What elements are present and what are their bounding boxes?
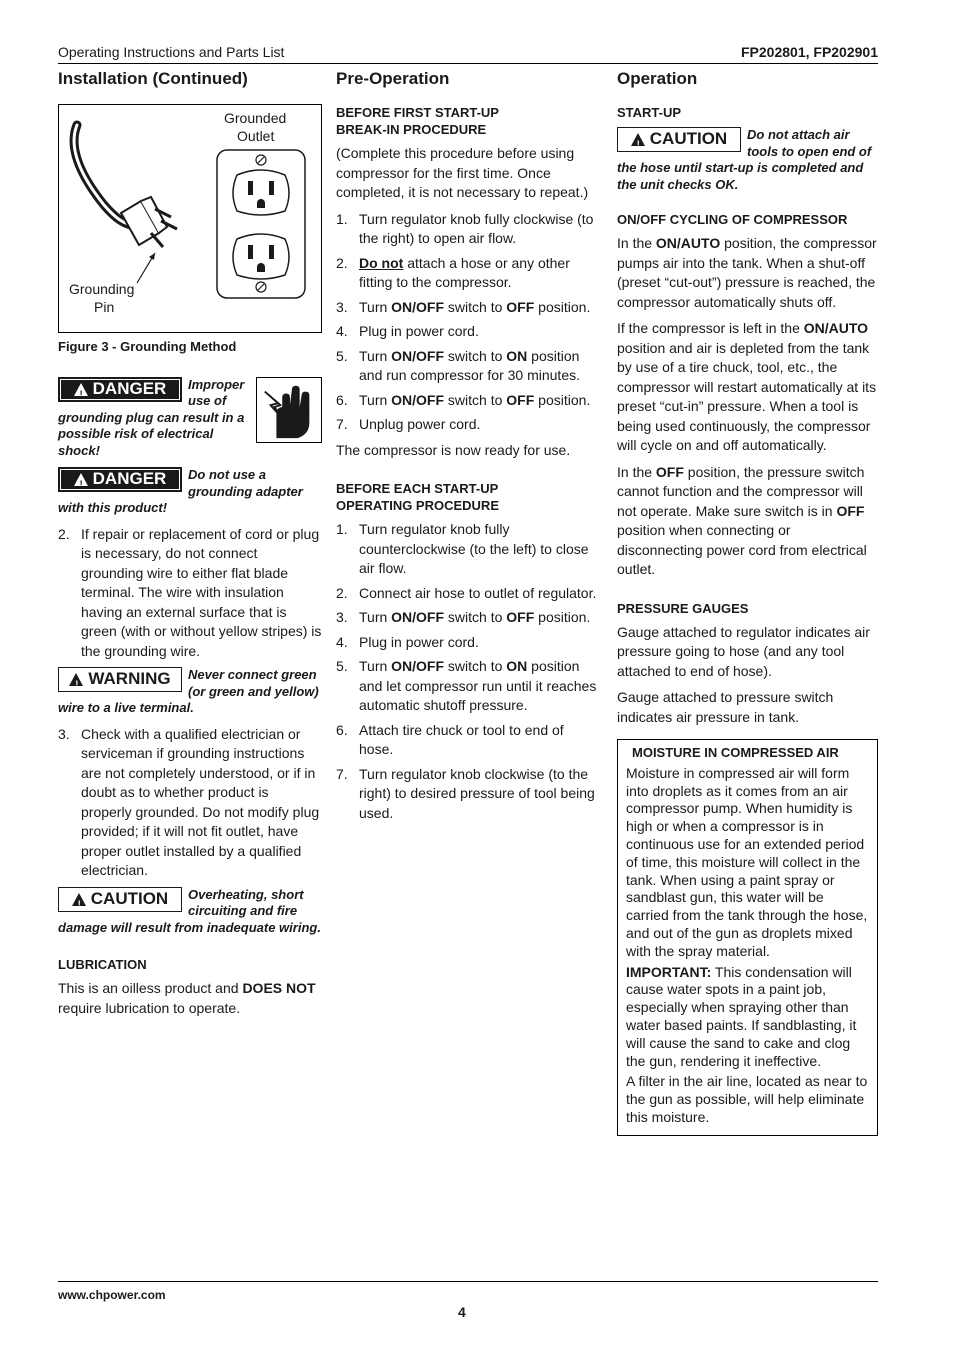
page-footer — [58, 1281, 878, 1320]
installation-list-b — [58, 725, 322, 881]
gauges-p1: Gauge attached to regulator indicates air pressure going to hose (and any tool attached to end of hose). — [617, 623, 870, 679]
grounding-figure — [58, 104, 322, 333]
list-item: 2. Connect air hose to outlet of regulator. — [336, 584, 597, 601]
caution-notice-2 — [617, 127, 878, 193]
warning-text: Never connect green (or green and yellow) wire to a live terminal. — [58, 667, 319, 715]
break-in-intro: (Complete this procedure before using compressor for the first time. Once completed, it is not necessary to repeat.) — [336, 145, 589, 200]
danger-badge-2: ! DANGER — [58, 467, 182, 492]
alert-triangle-icon: ! — [74, 473, 88, 486]
list-item: 4. Plug in power cord. — [336, 633, 479, 650]
moisture-p3: A filter in the air line, located as near to the gun as possible, will help eliminate this moisture. — [626, 1073, 868, 1125]
caution-badge-1: ! CAUTION — [58, 887, 182, 912]
model-numbers: FP202801, FP202901 — [741, 44, 878, 60]
ready-text: The compressor is now ready for use. — [336, 441, 571, 458]
list-item: 3. Check with a qualified electrician or serviceman if grounding instructions are not completely understood, or if in doubt as to whether product is properly grounded. Do not modify plug provided; if it will not fit outlet, have proper outlet installed by a qualified electrician. — [58, 725, 320, 878]
break-in-title: BEFORE FIRST START-UP BREAK-IN PROCEDURE — [336, 105, 499, 137]
moisture-box — [617, 739, 878, 1136]
label-outlet: Outlet — [237, 128, 275, 144]
danger-text-1: Improper use of grounding plug can result in a possible risk of electrical shock! — [58, 376, 245, 458]
list-item: 6. Turn ON/OFF switch to OFF position. — [336, 391, 591, 408]
list-item: 4. Plug in power cord. — [336, 323, 479, 339]
electric-shock-icon — [256, 377, 322, 443]
list-item: 3. Turn ON/OFF switch to OFF position. — [336, 298, 591, 315]
section-title-installation: Installation (Continued) — [58, 69, 248, 88]
list-item: 5. Turn ON/OFF switch to ON position and let compressor run until it reaches automatic shutoff pressure. — [336, 658, 597, 713]
danger-notice-1 — [58, 377, 322, 460]
cycling-title: ON/OFF CYCLING OF COMPRESSOR — [617, 212, 848, 227]
list-item: 6. Attach tire chuck or tool to end of hose. — [336, 721, 564, 757]
figure-caption: Figure 3 - Grounding Method — [58, 339, 237, 354]
moisture-p2: IMPORTANT: This condensation will cause water spots in a paint job, especially when spraying other than water based paints. If sandblasting, it will cause the sand to cake and clog the gun, rendering it ineffective. — [626, 963, 857, 1069]
moisture-title: MOISTURE IN COMPRESSED AIR — [632, 745, 839, 760]
lubrication-text: This is an oilless product and DOES NOT require lubrication to operate. — [58, 980, 316, 1016]
operating-steps — [336, 520, 598, 823]
list-item: 5. Turn ON/OFF switch to ON position and run compressor for 30 minutes. — [336, 347, 580, 383]
installation-list-a — [58, 525, 322, 662]
cycling-p2: If the compressor is left in the ON/AUTO position and air is depleted from the tank by use of a tire chuck, tool, etc., the compressor will restart automatically at its preset “cut-in” pressure. When a tool is being used continuously, the compressor will cycle on and off automatically. — [617, 320, 877, 453]
page-number: 4 — [458, 1304, 466, 1320]
section-title-pre-operation: Pre-Operation — [336, 69, 450, 88]
break-in-steps — [336, 210, 598, 435]
list-item: 1. Turn regulator knob fully clockwise (to the right) to open air flow. — [336, 210, 594, 246]
danger-text-2: Do not use a grounding adapter with this product! — [58, 467, 303, 515]
gauges-title: PRESSURE GAUGES — [617, 600, 749, 616]
cycling-p1: In the ON/AUTO position, the compressor pumps air into the tank. When a shut-off (preset “cut-out”) pressure is reached, the compressor automatically shuts off. — [617, 235, 877, 310]
list-item: 7. Unplug power cord. — [336, 416, 481, 432]
alert-triangle-icon: ! — [74, 383, 88, 396]
danger-badge-1: ! DANGER — [58, 377, 182, 402]
gauges-p2: Gauge attached to pressure switch indicates air pressure in tank. — [617, 689, 834, 725]
caution-text-1: Overheating, short circuiting and fire damage will result from inadequate wiring. — [58, 886, 321, 935]
label-pin: Pin — [94, 299, 115, 315]
warning-badge: ! WARNING — [58, 667, 182, 692]
warning-notice — [58, 667, 322, 717]
caution-badge-2: ! CAUTION — [617, 127, 741, 152]
moisture-p1: Moisture in compressed air will form into droplets as it comes from an air compressor pump. When humidity is high or when a compressor is in continuous use for an extended period of time, this moisture will collect in the tank. When using a paint spray or sandblast gun, this water will be carried from the tank through the hose, and out of the gun as droplets mixed with the spray material. — [626, 764, 868, 959]
list-item: 1. Turn regulator knob fully counterclockwise (to the left) to close air flow. — [336, 521, 589, 576]
alert-triangle-icon: ! — [69, 673, 83, 686]
label-grounded: Grounded — [224, 110, 287, 126]
doc-title: Operating Instructions and Parts List — [58, 44, 285, 60]
lubrication-title: LUBRICATION — [58, 957, 147, 972]
operating-procedure-title: BEFORE EACH START-UP OPERATING PROCEDURE — [336, 481, 499, 513]
list-item: 2. Do not attach a hose or any other fitting to the compressor. — [336, 254, 570, 290]
alert-triangle-icon: ! — [631, 133, 645, 146]
column-installation — [58, 68, 322, 1025]
list-item: 7. Turn regulator knob clockwise (to the right) to desired pressure of tool being used. — [336, 765, 595, 821]
website-link[interactable]: www.chpower.com — [58, 1288, 166, 1302]
column-operation — [617, 68, 878, 1136]
column-pre-operation — [336, 68, 598, 829]
list-item: 2. If repair or replacement of cord or plug is necessary, do not connect grounding wire to either flat blade terminal. The wire with insulation having an external surface that is green (with or without yellow stripes) is the grounding wire. — [58, 525, 322, 659]
section-title-operation: Operation — [617, 69, 698, 88]
alert-triangle-icon: ! — [72, 893, 86, 906]
list-item: 3. Turn ON/OFF switch to OFF position. — [336, 609, 591, 625]
startup-title: START-UP — [617, 105, 682, 120]
caution-notice-1 — [58, 887, 322, 937]
caution-text-2: Do not attach air tools to open end of the hose until start-up is completed and the unit checks OK. — [617, 127, 872, 192]
page-header — [58, 43, 878, 64]
danger-notice-2 — [58, 467, 322, 517]
label-grounding: Grounding — [69, 281, 135, 297]
cycling-p3: In the OFF position, the pressure switch cannot function and the compressor will not operate. Make sure switch is in OFF position when connecting or disconnecting power cord from electrical outlet. — [617, 463, 867, 577]
